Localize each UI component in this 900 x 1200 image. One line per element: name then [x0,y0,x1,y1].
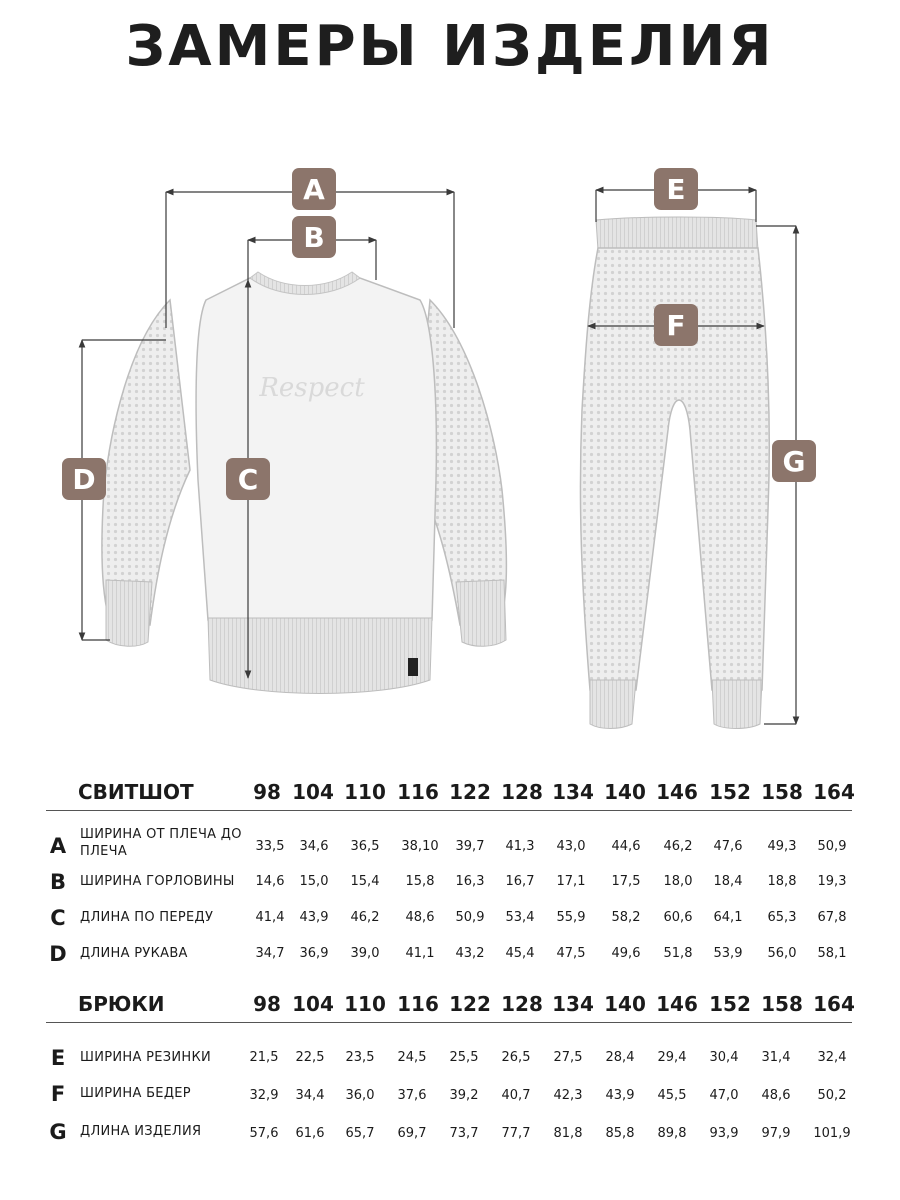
cell: 65,7 [345,1126,375,1141]
cell: 31,4 [761,1050,791,1065]
cell: 16,7 [505,874,535,889]
table-row [0,942,900,972]
cell: 15,8 [405,874,435,889]
cell: 38,10 [401,839,439,854]
row-name: ДЛИНА РУКАВА [80,946,188,961]
sweatshirt-label: СВИТШОТ [78,780,194,804]
cell: 65,3 [767,910,797,925]
cell: 58,2 [611,910,641,925]
cell: 34,6 [299,839,329,854]
cell: 67,8 [817,910,847,925]
row-code: F [50,1082,66,1106]
cell: 60,6 [663,910,693,925]
cell: 93,9 [709,1126,739,1141]
cell: 40,7 [501,1088,531,1103]
size-header: 128 [501,780,543,804]
cell: 18,8 [767,874,797,889]
row-name: ШИРИНА ОТ ПЛЕЧА ДО ПЛЕЧА [80,827,242,859]
cell: 47,0 [709,1088,739,1103]
cell: 21,5 [249,1050,279,1065]
cell: 50,9 [455,910,485,925]
svg-text:B: B [303,221,325,254]
cell: 26,5 [501,1050,531,1065]
size-header: 134 [552,780,594,804]
cell: 14,6 [255,874,285,889]
size-header: 122 [449,992,491,1016]
cell: 69,7 [397,1126,427,1141]
cell: 23,5 [345,1050,375,1065]
cell: 49,6 [611,946,641,961]
size-header: 158 [761,992,803,1016]
divider [46,810,852,811]
svg-text:G: G [782,445,806,478]
cell: 97,9 [761,1126,791,1141]
cell: 39,0 [350,946,380,961]
cell: 85,8 [605,1126,635,1141]
row-name: ШИРИНА ГОРЛОВИНЫ [80,874,235,889]
cell: 29,4 [657,1050,687,1065]
pants-illustration [580,217,769,729]
cell: 18,0 [663,874,693,889]
svg-text:A: A [303,173,325,206]
size-header: 164 [813,992,855,1016]
size-header: 98 [253,780,281,804]
cell: 43,9 [605,1088,635,1103]
cell: 45,4 [505,946,535,961]
cell: 57,6 [249,1126,279,1141]
cell: 48,6 [405,910,435,925]
size-header: 140 [604,992,646,1016]
size-header: 140 [604,780,646,804]
cell: 36,9 [299,946,329,961]
cell: 42,3 [553,1088,583,1103]
row-code: G [49,1120,67,1144]
cell: 39,2 [449,1088,479,1103]
cell: 18,4 [713,874,743,889]
cell: 33,5 [255,839,285,854]
cell: 27,5 [553,1050,583,1065]
cell: 45,5 [657,1088,687,1103]
table-row [0,870,900,900]
sweatshirt-illustration [102,272,507,694]
row-name: ДЛИНА ИЗДЕЛИЯ [80,1124,202,1139]
svg-text:C: C [237,463,259,496]
table-row [0,826,900,859]
cell: 50,9 [817,839,847,854]
table-row [0,1046,900,1076]
row-code: B [49,870,66,894]
cell: 47,6 [713,839,743,854]
size-header: 116 [397,780,439,804]
tag-d [62,458,106,500]
cell: 61,6 [295,1126,325,1141]
size-header: 134 [552,992,594,1016]
cell: 36,0 [345,1088,375,1103]
row-code: E [50,1046,66,1070]
cell: 81,8 [553,1126,583,1141]
svg-text:D: D [72,463,96,496]
tag-b [292,216,336,258]
size-header: 104 [292,780,334,804]
size-header: 110 [344,780,386,804]
cell: 41,3 [505,839,535,854]
row-code: D [49,942,67,966]
row-code: A [49,834,67,858]
tag-f [654,304,698,346]
cell: 28,4 [605,1050,635,1065]
cell: 77,7 [501,1126,531,1141]
cell: 48,6 [761,1088,791,1103]
measurement-diagram [0,150,900,740]
cell: 37,6 [397,1088,427,1103]
size-header: 104 [292,992,334,1016]
cell: 51,8 [663,946,693,961]
tag-g [772,440,816,482]
cell: 16,3 [455,874,485,889]
cell: 43,0 [556,839,586,854]
size-header: 152 [709,992,751,1016]
pants-label: БРЮКИ [78,992,165,1016]
size-header: 116 [397,992,439,1016]
size-header: 146 [656,780,698,804]
cell: 73,7 [449,1126,479,1141]
svg-text:F: F [666,309,686,342]
table-row [0,1082,900,1112]
cell: 34,4 [295,1088,325,1103]
cell: 43,9 [299,910,329,925]
cell: 53,4 [505,910,535,925]
row-code: C [50,906,66,930]
cell: 46,2 [350,910,380,925]
cell: 44,6 [611,839,641,854]
cell: 89,8 [657,1126,687,1141]
cell: 24,5 [397,1050,427,1065]
row-name: ДЛИНА ПО ПЕРЕДУ [80,910,214,925]
table-row [0,1120,900,1150]
cell: 17,1 [556,874,586,889]
cell: 32,9 [249,1088,279,1103]
cell: 17,5 [611,874,641,889]
size-header: 146 [656,992,698,1016]
row-name: ШИРИНА РЕЗИНКИ [80,1050,212,1065]
cell: 49,3 [767,839,797,854]
size-header: 122 [449,780,491,804]
size-header: 152 [709,780,751,804]
row-name: ШИРИНА БЕДЕР [80,1086,191,1101]
cell: 47,5 [556,946,586,961]
cell: 56,0 [767,946,797,961]
cell: 32,4 [817,1050,847,1065]
cell: 58,1 [817,946,847,961]
cell: 43,2 [455,946,485,961]
cell: 34,7 [255,946,285,961]
size-header: 98 [253,992,281,1016]
size-header: 110 [344,992,386,1016]
cell: 55,9 [556,910,586,925]
size-header: 158 [761,780,803,804]
size-header: 128 [501,992,543,1016]
print-text: Respect [259,373,365,403]
cell: 39,7 [455,839,485,854]
sweatshirt-header [0,780,900,812]
cell: 30,4 [709,1050,739,1065]
cell: 19,3 [817,874,847,889]
tag-e [654,168,698,210]
cell: 41,4 [255,910,285,925]
divider [46,1022,852,1023]
cell: 41,1 [405,946,435,961]
cell: 25,5 [449,1050,479,1065]
cell: 101,9 [813,1126,851,1141]
tag-a [292,168,336,210]
tag-c [226,458,270,500]
svg-text:E: E [666,173,686,206]
table-row [0,906,900,936]
cell: 22,5 [295,1050,325,1065]
size-header: 164 [813,780,855,804]
cell: 46,2 [663,839,693,854]
page-title: ЗАМЕРЫ ИЗДЕЛИЯ [125,14,775,79]
cell: 50,2 [817,1088,847,1103]
pants-header [0,992,900,1024]
cell: 53,9 [713,946,743,961]
cell: 15,0 [299,874,329,889]
cell: 36,5 [350,839,380,854]
cell: 15,4 [350,874,380,889]
cell: 64,1 [713,910,743,925]
